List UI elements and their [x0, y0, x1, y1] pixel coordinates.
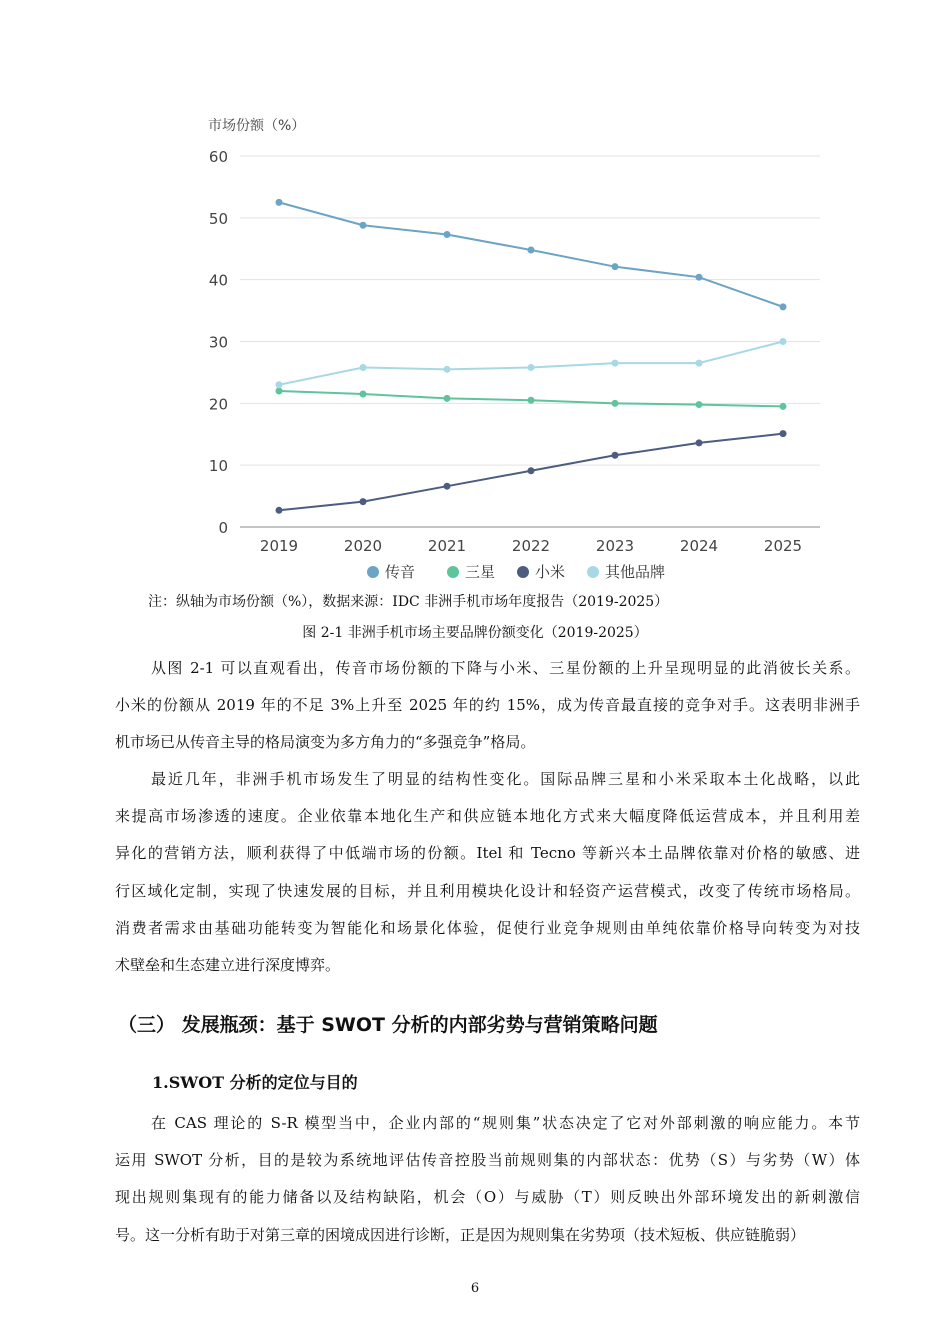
paragraph-line: 号。这一分析有助于对第三章的困境成因进行诊断，正是因为规则集在劣势项（技术短板、供应链脆弱） — [115, 1225, 806, 1244]
data-point — [276, 387, 283, 394]
data-point — [444, 395, 451, 402]
legend-label: 小米 — [535, 563, 566, 581]
legend-marker — [517, 566, 529, 578]
paragraph-line: 运用 SWOT 分析，目的是较为系统地评估传音控股当前规则集的内部状态：优势（S）与劣势（W）体 — [115, 1151, 860, 1170]
data-point — [696, 360, 703, 367]
legend-label: 传音 — [385, 563, 416, 581]
data-point — [780, 338, 787, 345]
paragraph-line: 术壁垒和生态建立进行深度博弈。 — [115, 955, 341, 974]
chart-svg — [190, 95, 830, 590]
legend-marker — [367, 566, 379, 578]
paragraph-line: 行区域化定制，实现了快速发展的目标，并且利用模块化设计和轻资产运营模式，改变了传统市场格局。 — [115, 881, 860, 900]
figure-caption: 图 2-1 非洲手机市场主要品牌份额变化（2019-2025） — [302, 625, 648, 641]
legend-marker — [587, 566, 599, 578]
data-point — [360, 391, 367, 398]
data-point — [444, 366, 451, 373]
y-axis-label: 市场份额（%） — [208, 118, 306, 134]
x-tick-label: 2023 — [595, 537, 635, 555]
data-point — [696, 401, 703, 408]
y-tick-label: 20 — [208, 395, 228, 414]
paragraph-2 — [115, 761, 860, 984]
data-point — [360, 364, 367, 371]
y-tick-label: 40 — [208, 271, 228, 290]
y-tick-label: 50 — [208, 209, 228, 228]
legend-label: 三星 — [465, 563, 496, 581]
y-tick-label: 10 — [208, 457, 228, 476]
data-point — [780, 303, 787, 310]
paragraph-line: 在 CAS 理论的 S-R 模型当中，企业内部的“规则集”状态决定了它对外部刺激的响应能力。本节 — [151, 1114, 860, 1132]
data-point — [528, 364, 535, 371]
data-point — [528, 467, 535, 474]
section-heading: （三） 发展瓶颈：基于 SWOT 分析的内部劣势与营销策略问题 — [118, 1014, 658, 1036]
y-tick-label: 60 — [208, 148, 228, 166]
data-point — [360, 222, 367, 229]
x-tick-label: 2020 — [343, 537, 383, 555]
data-point — [612, 263, 619, 270]
data-point — [612, 400, 619, 407]
data-point — [444, 231, 451, 238]
x-tick-label: 2021 — [427, 537, 467, 555]
data-point — [612, 452, 619, 459]
paragraph-line: 小米的份额从 2019 年的不足 3%上升至 2025 年的约 15%，成为传音最直接的竞争对手。这表明非洲手 — [115, 696, 860, 715]
x-tick-label: 2019 — [259, 537, 299, 555]
x-tick-label: 2025 — [763, 537, 803, 555]
figure-note: 注：纵轴为市场份额（%），数据来源：IDC 非洲手机市场年度报告（2019-2025） — [148, 594, 669, 610]
data-point — [780, 403, 787, 410]
paragraph-line: 异化的营销方法，顺利获得了中低端市场的份额。Itel 和 Tecno 等新兴本土品牌依靠对价格的敏感、进 — [115, 844, 860, 863]
data-point — [780, 430, 787, 437]
data-point — [612, 360, 619, 367]
series-line — [279, 342, 783, 385]
data-point — [696, 439, 703, 446]
data-point — [360, 498, 367, 505]
data-point — [444, 483, 451, 490]
legend-marker — [447, 566, 459, 578]
paragraph-line: 来提高市场渗透的速度。企业依靠本地化生产和供应链本地化方式来大幅度降低运营成本，并且利用差 — [115, 807, 860, 826]
y-tick-label: 30 — [208, 333, 228, 352]
data-point — [276, 507, 283, 514]
paragraph-line: 消费者需求由基础功能转变为智能化和场景化体验，促使行业竞争规则由单纯依靠价格导向转变为对技 — [115, 918, 860, 937]
y-tick-label: 0 — [218, 519, 228, 537]
page-number: 6 — [470, 1281, 480, 1296]
paragraph-line: 机市场已从传音主导的格局演变为多方角力的“多强竞争”格局。 — [115, 733, 536, 752]
market-share-line-chart — [190, 95, 830, 590]
legend-label: 其他品牌 — [605, 563, 666, 581]
data-point — [528, 246, 535, 253]
x-tick-label: 2022 — [511, 537, 551, 555]
x-tick-label: 2024 — [679, 537, 719, 555]
data-point — [696, 274, 703, 281]
paragraph-3 — [115, 1105, 860, 1254]
paragraph-line: 从图 2-1 可以直观看出，传音市场份额的下降与小米、三星份额的上升呈现明显的此消彼长关系。 — [151, 659, 860, 677]
data-point — [528, 397, 535, 404]
data-point — [276, 199, 283, 206]
paragraph-1 — [115, 650, 860, 762]
paragraph-line: 最近几年，非洲手机市场发生了明显的结构性变化。国际品牌三星和小米采取本土化战略，以此 — [151, 770, 860, 788]
data-point — [276, 381, 283, 388]
paragraph-line: 现出规则集现有的能力储备以及结构缺陷，机会（O）与威胁（T）则反映出外部环境发出的新刺激信 — [115, 1188, 860, 1207]
subsection-heading: 1.SWOT 分析的定位与目的 — [152, 1073, 358, 1092]
